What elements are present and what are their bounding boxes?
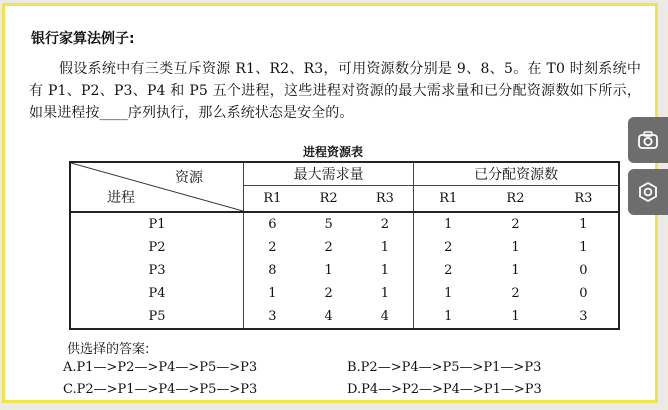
heading: 银行家算法例子:	[31, 31, 135, 47]
option-c: C.P2—>P1—>P4—>P5—>P3	[63, 382, 258, 397]
table-row	[70, 212, 619, 236]
group-max-header: 最大需求量	[244, 162, 414, 186]
alloc-cell: 2	[511, 286, 520, 301]
alloc-cell: 3	[549, 305, 619, 329]
max-cell: 1	[324, 263, 333, 278]
alloc-cell: 1	[549, 236, 619, 259]
table-row	[70, 236, 619, 259]
lens-button[interactable]	[628, 169, 668, 215]
process-name: P3	[70, 259, 244, 282]
alloc-cell: 1	[444, 286, 453, 301]
alloc-cell: 2	[511, 217, 520, 232]
camera-button[interactable]	[628, 117, 668, 163]
alloc-cell: 1	[482, 305, 549, 329]
max-cell: 4	[357, 305, 414, 329]
alloc-cell: 1	[511, 240, 520, 255]
max-cell: 3	[244, 305, 301, 329]
max-cell: 5	[324, 217, 333, 232]
max-cell: 1	[357, 259, 414, 282]
corner-resource-label: 资源	[175, 170, 203, 186]
alloc-cell: 0	[549, 282, 619, 305]
option-a: A.P1—>P2—>P4—>P5—>P3	[63, 360, 258, 375]
col-header: R2	[482, 186, 549, 213]
answers-title: 供选择的答案:	[67, 342, 150, 357]
col-header: R3	[357, 186, 414, 213]
table-title: 进程资源表	[302, 145, 363, 159]
table-row	[70, 282, 619, 305]
alloc-cell: 0	[549, 259, 619, 282]
process-name: P5	[70, 305, 244, 329]
table-row	[70, 259, 619, 282]
alloc-cell: 1	[549, 212, 619, 236]
max-cell: 1	[357, 282, 414, 305]
document-frame	[2, 3, 658, 403]
alloc-cell: 1	[511, 263, 520, 278]
option-b: B.P2—>P4—>P5—>P1—>P3	[347, 360, 542, 375]
problem-paragraph: 假设系统中有三类互斥资源 R1、R2、R3，可用资源数分别是 9、8、5。在 T0 时刻系统中有 P1、P2、P3、P4 和 P5 五个进程，这些进程对资源的最大需求量和已分配资源数如下所示，如果进程按____序列执行，那么系统状态是安全的。	[29, 61, 641, 121]
alloc-cell: 1	[414, 305, 482, 329]
process-name: P1	[70, 212, 244, 236]
max-cell: 1	[268, 286, 277, 301]
alloc-cell: 1	[444, 217, 453, 232]
max-cell: 2	[324, 240, 333, 255]
group-alloc-header: 已分配资源数	[414, 162, 619, 186]
corner-diagonal	[71, 163, 243, 211]
option-d: D.P4—>P2—>P4—>P1—>P3	[347, 382, 542, 397]
corner-process-label: 进程	[107, 190, 135, 206]
table-corner-cell	[70, 162, 244, 212]
process-name: P2	[70, 236, 244, 259]
max-cell: 8	[268, 263, 277, 278]
col-header: R1	[414, 186, 482, 213]
col-header: R1	[244, 186, 301, 213]
max-cell: 6	[268, 217, 277, 232]
process-resource-table	[69, 161, 620, 330]
col-header: R3	[549, 186, 619, 213]
col-header: R2	[301, 186, 357, 213]
max-cell: 2	[357, 212, 414, 236]
alloc-cell: 2	[444, 263, 453, 278]
max-cell: 2	[268, 240, 277, 255]
table-row	[70, 305, 619, 329]
max-cell: 2	[324, 286, 333, 301]
camera-icon	[637, 129, 659, 151]
hexagon-lens-icon	[637, 181, 659, 203]
alloc-cell: 2	[444, 240, 453, 255]
max-cell: 1	[357, 236, 414, 259]
max-cell: 4	[301, 305, 357, 329]
process-name: P4	[70, 282, 244, 305]
